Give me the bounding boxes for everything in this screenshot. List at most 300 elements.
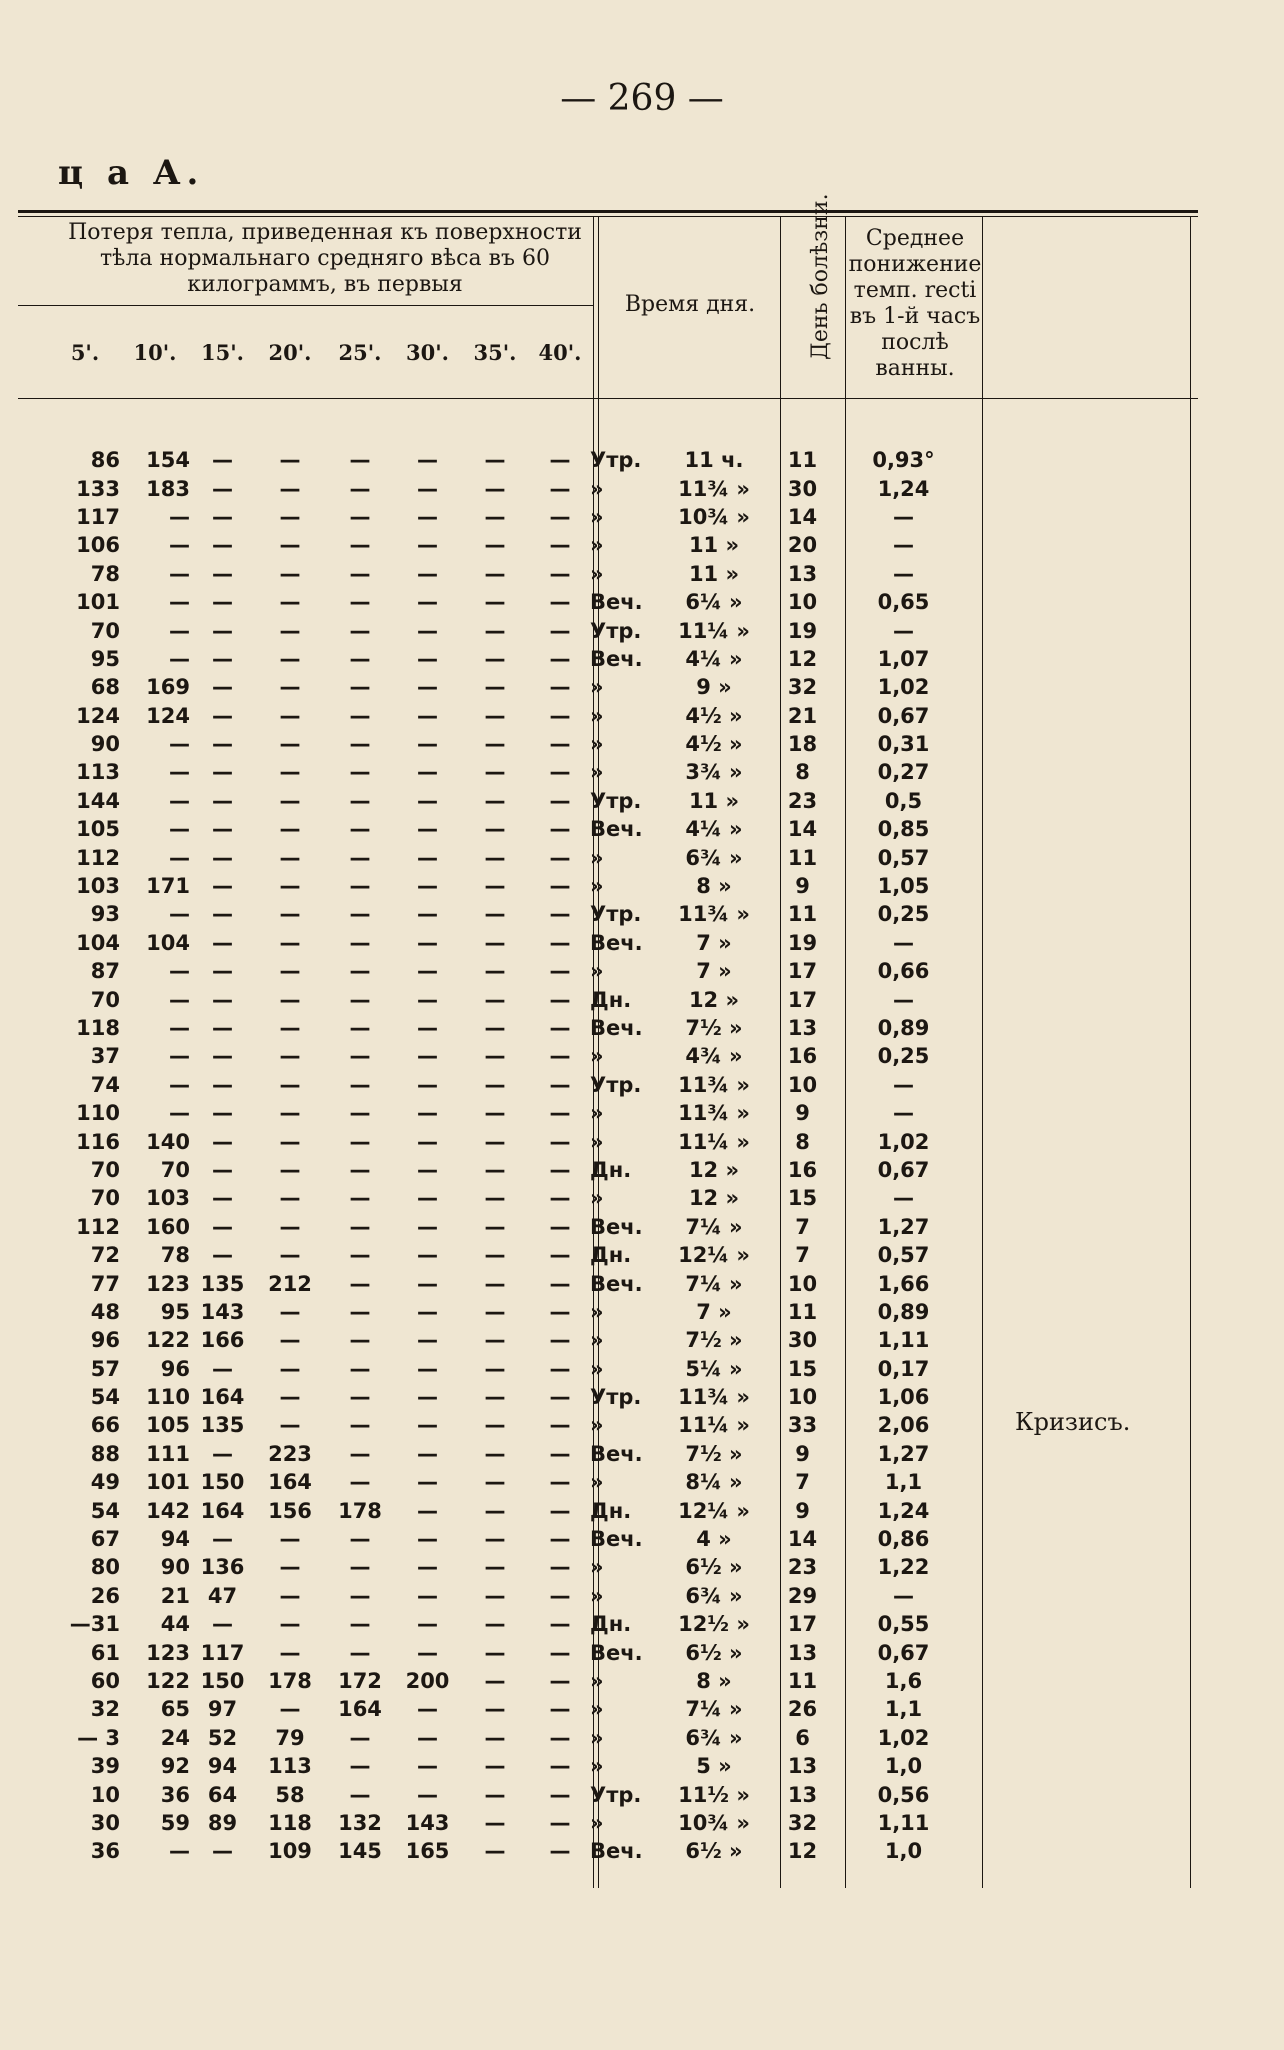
table-cell: 123	[146, 1271, 190, 1296]
table-cell: Утр.	[590, 448, 642, 473]
table-cell: 0,55	[877, 1612, 930, 1637]
table-cell: 1,1	[884, 1697, 923, 1722]
table-cell: —	[549, 646, 571, 671]
table-cell: Веч.	[590, 1527, 643, 1552]
table-cell: 88	[90, 1441, 120, 1466]
table-cell: —	[417, 1356, 438, 1381]
table-row	[40, 1496, 972, 1524]
table-cell: —	[349, 1555, 371, 1580]
table-cell: »	[590, 1328, 604, 1353]
table-cell: 17	[787, 1612, 818, 1637]
table-cell: 143	[405, 1810, 450, 1835]
table-cell: »	[590, 476, 604, 501]
table-cell: 1,0	[884, 1754, 923, 1779]
table-cell: 66	[90, 1413, 120, 1438]
table-row	[40, 1127, 972, 1155]
table-cell: 0,31	[877, 732, 930, 757]
table-cell: 10¾ »	[678, 504, 750, 529]
table-cell: 11¼ »	[678, 1413, 750, 1438]
table-cell: —	[279, 1697, 301, 1722]
table-cell: 183	[146, 476, 190, 501]
table-cell: —	[279, 1157, 301, 1182]
table-cell: 4½ »	[685, 703, 743, 728]
table-cell: —	[169, 590, 190, 615]
table-cell: —	[484, 1697, 506, 1722]
table-cell: —	[484, 1016, 506, 1040]
table-cell: —	[549, 874, 571, 899]
table-cell: —	[484, 930, 506, 955]
table-cell: —	[212, 476, 233, 501]
table-cell: —	[349, 646, 371, 671]
table-cell: —	[484, 1810, 506, 1835]
table-cell: 17	[787, 959, 818, 984]
table-cell: —	[549, 1243, 571, 1268]
table-cell: 67	[90, 1527, 120, 1552]
table-cell: —	[417, 1640, 438, 1665]
table-cell: 10¾ »	[678, 1810, 750, 1835]
table-cell: —	[417, 1697, 438, 1722]
table-cell: —	[212, 590, 233, 615]
table-cell: —	[279, 1101, 301, 1126]
table-cell: 12	[787, 646, 818, 671]
table-cell: 7½ »	[685, 1328, 743, 1353]
table-cell: —	[549, 1612, 571, 1637]
table-row	[40, 1269, 972, 1297]
table-cell: 72	[90, 1243, 120, 1268]
table-cell: —	[169, 533, 190, 558]
table-cell: »	[590, 1725, 604, 1750]
table-cell: 39	[90, 1754, 120, 1779]
table-cell: 13	[787, 1754, 818, 1779]
table-cell: —	[417, 1157, 438, 1182]
table-cell: —	[349, 448, 371, 473]
table-cell: Веч.	[590, 1839, 643, 1864]
table-cell: —	[349, 1385, 371, 1410]
table-cell: 32	[787, 675, 818, 700]
heat-loss-heading: Потеря тепла, приведенная къ поверхности тѣла нормальнаго средняго вѣса въ 60 килограммъ, въ первыя	[68, 220, 582, 297]
table-cell: —	[484, 1385, 506, 1410]
table-cell: 123	[146, 1640, 190, 1665]
table-row	[40, 872, 972, 900]
table-row	[40, 1468, 972, 1496]
table-cell: 70	[90, 618, 120, 643]
table-cell: —	[417, 448, 438, 473]
table-cell: —	[417, 1385, 438, 1410]
table-cell: —	[279, 1044, 301, 1069]
table-cell: —	[549, 732, 571, 757]
table-cell: —	[279, 1356, 301, 1381]
table-cell: 18	[787, 732, 818, 757]
table-cell: 78	[90, 561, 120, 586]
table-cell: 10	[787, 1385, 818, 1410]
table-cell: —	[279, 590, 301, 615]
table-cell: 86	[90, 448, 120, 473]
table-cell: 1,66	[877, 1271, 930, 1296]
table-cell: 0,27	[877, 760, 930, 785]
table-cell: —	[212, 561, 233, 586]
table-cell: 30	[90, 1810, 120, 1835]
table-cell: Утр.	[590, 618, 642, 643]
table-cell: —	[279, 1214, 301, 1239]
table-cell: —	[484, 1101, 506, 1126]
table-cell: —	[279, 1413, 301, 1438]
table-cell: 4¼ »	[685, 646, 743, 671]
table-cell: 8	[795, 760, 810, 785]
table-cell: —	[349, 1016, 371, 1040]
table-cell: 154	[146, 448, 190, 473]
table-cell: 0,67	[877, 703, 930, 728]
table-cell: —	[349, 703, 371, 728]
table-row	[40, 957, 972, 985]
table-cell: 118	[268, 1810, 312, 1835]
table-cell: »	[590, 1186, 604, 1211]
table-cell: —	[279, 476, 301, 501]
table-cell: —	[212, 1157, 233, 1182]
table-cell: 13	[787, 561, 818, 586]
col-25min: 25'.	[338, 340, 382, 365]
table-cell: —	[549, 1271, 571, 1296]
table-cell: Дн.	[590, 1157, 632, 1182]
table-cell: —	[549, 533, 571, 558]
table-cell: —	[484, 987, 506, 1012]
table-cell: —	[484, 845, 506, 870]
table-cell: 58	[275, 1782, 305, 1807]
table-cell: —	[417, 646, 438, 671]
table-cell: —	[549, 1640, 571, 1665]
table-cell: —	[417, 1413, 438, 1438]
table-cell: —	[417, 930, 438, 955]
table-cell: —	[279, 1385, 301, 1410]
table-cell: —	[279, 845, 301, 870]
table-cell: —	[549, 845, 571, 870]
table-row	[40, 1525, 972, 1553]
table-cell: —	[349, 1782, 371, 1807]
table-cell: —	[484, 1214, 506, 1239]
table-row	[40, 1440, 972, 1468]
table-cell: 70	[90, 987, 120, 1012]
table-cell: —	[279, 1328, 301, 1353]
table-cell: —	[169, 845, 190, 870]
table-cell: —	[349, 874, 371, 899]
table-cell: 54	[90, 1385, 120, 1410]
table-cell: —	[417, 1754, 438, 1779]
table-cell: 1,07	[877, 646, 930, 671]
table-cell: 70	[90, 1186, 120, 1211]
table-cell: —	[212, 1356, 233, 1381]
table-cell: 11¾ »	[678, 476, 750, 501]
table-cell: —	[279, 788, 301, 813]
table-cell: —	[484, 618, 506, 643]
table-row	[40, 758, 972, 786]
table-cell: —	[169, 646, 190, 671]
table-cell: 150	[200, 1470, 245, 1495]
table-cell: 11 »	[688, 533, 740, 558]
table-cell: 11	[787, 1668, 818, 1693]
col-40min: 40'.	[538, 340, 582, 365]
table-cell: —	[169, 788, 190, 813]
table-cell: 10	[787, 1271, 818, 1296]
table-cell: —	[279, 533, 301, 558]
table-cell: 112	[76, 845, 120, 870]
table-cell: 61	[90, 1640, 120, 1665]
table-cell: —31	[69, 1612, 120, 1637]
table-cell: 7 »	[696, 1299, 732, 1324]
col-15min: 15'.	[201, 340, 244, 365]
table-cell: 1,05	[877, 874, 930, 899]
heat-loss-table	[40, 446, 972, 1866]
table-cell: —	[349, 1754, 371, 1779]
table-cell: 87	[90, 959, 120, 984]
table-cell: —	[893, 1072, 914, 1097]
table-cell: 30	[787, 1328, 818, 1353]
table-row	[40, 1184, 972, 1212]
table-cell: —	[484, 1612, 506, 1637]
table-cell: —	[484, 760, 506, 785]
table-row	[40, 1042, 972, 1070]
table-cell: 101	[76, 590, 120, 615]
table-cell: —	[549, 1810, 571, 1835]
table-cell: —	[549, 1186, 571, 1211]
table-cell: —	[417, 1214, 438, 1239]
table-cell: 200	[405, 1668, 450, 1693]
table-cell: —	[279, 732, 301, 757]
table-cell: 54	[90, 1498, 120, 1523]
table-cell: 5¼ »	[685, 1356, 743, 1381]
table-cell: 49	[90, 1470, 120, 1495]
table-cell: 0,89	[877, 1299, 930, 1324]
table-cell: 92	[160, 1754, 190, 1779]
table-cell: —	[484, 476, 506, 501]
col-20min: 20'.	[268, 340, 312, 365]
table-cell: 0,57	[877, 1243, 930, 1268]
table-cell: »	[590, 675, 604, 700]
table-cell: —	[279, 902, 301, 927]
table-cell: —	[893, 1101, 914, 1126]
table-cell: Утр.	[590, 1072, 642, 1097]
table-cell: 11	[787, 448, 818, 473]
table-cell: —	[279, 817, 301, 842]
table-cell: —	[349, 1640, 371, 1665]
table-cell: —	[279, 675, 301, 700]
table-cell: —	[349, 533, 371, 558]
table-cell: —	[279, 1016, 301, 1040]
table-cell: —	[484, 703, 506, 728]
table-cell: 117	[200, 1640, 245, 1665]
table-cell: —	[349, 902, 371, 927]
table-cell: 24	[160, 1725, 190, 1750]
table-cell: »	[590, 1299, 604, 1324]
table-cell: —	[212, 504, 233, 529]
table-cell: —	[417, 845, 438, 870]
table-cell: 178	[268, 1668, 312, 1693]
table-cell: —	[349, 1129, 371, 1154]
table-cell: 0,56	[877, 1782, 930, 1807]
table-cell: 12 »	[688, 1157, 740, 1182]
table-cell: —	[549, 504, 571, 529]
table-cell: —	[549, 1782, 571, 1807]
table-cell: Веч.	[590, 1640, 643, 1665]
table-row	[40, 1837, 972, 1865]
table-cell: —	[212, 760, 233, 785]
table-cell: —	[549, 1299, 571, 1324]
table-cell: 36	[90, 1839, 120, 1864]
subheader-rule	[18, 305, 593, 306]
table-cell: —	[169, 504, 190, 529]
table-cell: —	[212, 874, 233, 899]
table-cell: 9 »	[696, 675, 732, 700]
table-cell: —	[549, 590, 571, 615]
table-cell: —	[169, 1044, 190, 1069]
table-cell: 11¾ »	[678, 1385, 750, 1410]
table-cell: —	[417, 1299, 438, 1324]
table-cell: 11½ »	[678, 1782, 750, 1807]
table-cell: 44	[160, 1612, 190, 1637]
table-cell: —	[212, 646, 233, 671]
table-cell: —	[169, 1101, 190, 1126]
table-cell: 20	[787, 533, 818, 558]
table-cell: Веч.	[590, 646, 643, 671]
table-cell: 105	[76, 817, 120, 842]
table-cell: 32	[787, 1810, 818, 1835]
table-cell: 90	[160, 1555, 190, 1580]
table-cell: —	[549, 1356, 571, 1381]
table-row	[40, 503, 972, 531]
table-cell: —	[417, 1725, 438, 1750]
table-cell: 117	[76, 504, 120, 529]
table-cell: —	[279, 1640, 301, 1665]
table-cell: —	[349, 561, 371, 586]
table-cell: —	[484, 902, 506, 927]
table-cell: 106	[76, 533, 120, 558]
table-cell: —	[893, 533, 914, 558]
table-cell: —	[417, 1101, 438, 1126]
table-cell: —	[484, 1356, 506, 1381]
table-cell: —	[549, 1555, 571, 1580]
table-cell: 164	[200, 1385, 245, 1410]
table-cell: 1,27	[877, 1441, 930, 1466]
table-cell: —	[279, 1583, 301, 1608]
table-cell: —	[349, 1470, 371, 1495]
table-cell: —	[893, 1583, 914, 1608]
table-cell: 0,65	[877, 590, 930, 615]
table-cell: Утр.	[590, 1782, 642, 1807]
table-cell: —	[212, 1243, 233, 1268]
table-cell: —	[484, 675, 506, 700]
table-cell: Веч.	[590, 1214, 643, 1239]
table-cell: —	[212, 959, 233, 984]
table-cell: —	[212, 448, 233, 473]
table-cell: 89	[207, 1810, 238, 1835]
table-cell: —	[212, 533, 233, 558]
table-cell: —	[484, 1839, 506, 1864]
table-row	[40, 815, 972, 843]
table-row	[40, 588, 972, 616]
table-cell: 70	[160, 1157, 190, 1182]
table-cell: —	[349, 1356, 371, 1381]
table-cell: Дн.	[590, 987, 632, 1012]
table-row	[40, 730, 972, 758]
table-row	[40, 645, 972, 673]
table-cell: 11 ч.	[684, 448, 744, 473]
table-cell: —	[417, 902, 438, 927]
table-cell: Утр.	[590, 902, 642, 927]
table-cell: Дн.	[590, 1498, 632, 1523]
table-row	[40, 1780, 972, 1808]
table-cell: —	[349, 1271, 371, 1296]
table-cell: —	[484, 817, 506, 842]
table-cell: 0,25	[877, 902, 930, 927]
table-cell: 15	[787, 1356, 818, 1381]
table-cell: 164	[268, 1470, 312, 1495]
table-cell: —	[349, 675, 371, 700]
table-row	[40, 1298, 972, 1326]
time-of-day-heading: Время дня.	[624, 292, 756, 317]
table-cell: 1,6	[884, 1668, 923, 1693]
table-cell: — 3	[77, 1725, 120, 1750]
table-row	[40, 1014, 972, 1042]
table-cell: 145	[338, 1839, 382, 1864]
table-cell: —	[549, 1441, 571, 1466]
table-cell: Веч.	[590, 930, 643, 955]
table-cell: —	[349, 504, 371, 529]
table-cell: —	[349, 1612, 371, 1637]
table-cell: »	[590, 1101, 604, 1126]
table-cell: »	[590, 703, 604, 728]
table-cell: 7	[795, 1214, 810, 1239]
table-cell: 15	[787, 1186, 818, 1211]
table-cell: —	[349, 618, 371, 643]
table-cell: 10	[787, 1072, 818, 1097]
table-cell: —	[279, 987, 301, 1012]
table-cell: —	[212, 1129, 233, 1154]
table-cell: —	[169, 760, 190, 785]
table-cell: 144	[76, 788, 120, 813]
table-cell: —	[484, 1527, 506, 1552]
table-cell: —	[484, 1413, 506, 1438]
table-cell: 16	[787, 1044, 818, 1069]
table-row	[40, 929, 972, 957]
table-cell: —	[349, 930, 371, 955]
table-cell: 6¼ »	[685, 590, 743, 615]
table-cell: —	[169, 959, 190, 984]
table-row	[40, 531, 972, 559]
table-cell: 52	[207, 1725, 238, 1750]
table-cell: —	[417, 703, 438, 728]
table-cell: —	[484, 590, 506, 615]
table-cell: —	[417, 1016, 438, 1040]
table-cell: —	[549, 902, 571, 927]
table-cell: 94	[207, 1754, 238, 1779]
table-row	[40, 1411, 972, 1439]
col-35min: 35'.	[473, 340, 517, 365]
table-cell: 26	[787, 1697, 818, 1722]
table-cell: 104	[146, 930, 190, 955]
table-cell: 111	[146, 1441, 190, 1466]
table-cell: »	[590, 1754, 604, 1779]
table-cell: 156	[268, 1498, 312, 1523]
table-cell: 105	[146, 1413, 190, 1438]
table-cell: —	[349, 1413, 371, 1438]
table-cell: Утр.	[590, 788, 642, 813]
table-cell: »	[590, 874, 604, 899]
table-cell: 13	[787, 1016, 818, 1040]
table-cell: 95	[160, 1299, 190, 1324]
table-cell: 95	[90, 646, 120, 671]
table-cell: —	[417, 987, 438, 1012]
table-cell: »	[590, 1555, 604, 1580]
table-cell: —	[484, 788, 506, 813]
table-cell: —	[417, 1441, 438, 1466]
